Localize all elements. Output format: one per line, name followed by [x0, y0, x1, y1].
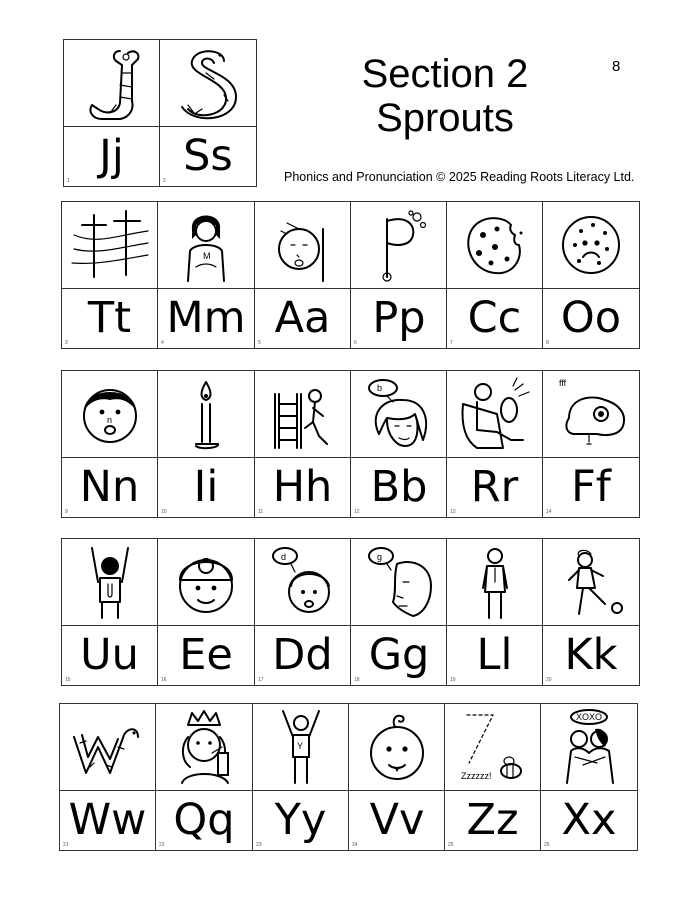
- letter-card-t[interactable]: [62, 202, 158, 348]
- boy-n-face-icon: [62, 371, 157, 458]
- standing-boy-icon: [447, 539, 542, 626]
- jester-icon: [64, 40, 159, 127]
- letter-label: Tt: [87, 293, 132, 343]
- page-title: [330, 52, 560, 140]
- man-g-speech-icon: [351, 539, 447, 626]
- nose-letter: n: [106, 415, 112, 425]
- speech-letter: g: [377, 552, 383, 562]
- card-number: 7: [450, 340, 453, 346]
- card-row-2a: [61, 370, 255, 518]
- letter-card-q[interactable]: [156, 704, 252, 850]
- letter-card-w[interactable]: [60, 704, 156, 850]
- card-number: 9: [65, 509, 68, 515]
- boy-d-speech-icon: [255, 539, 350, 626]
- card-row-1a: [61, 201, 255, 349]
- card-number: 25: [448, 842, 454, 848]
- letter-card-e[interactable]: [158, 539, 254, 685]
- letter-label: Bb: [370, 462, 428, 512]
- letter-card-r[interactable]: [447, 371, 543, 517]
- letter-label: Xx: [561, 795, 617, 845]
- card-row-3a: [61, 538, 255, 686]
- boy-arms-up-icon: [62, 539, 157, 626]
- letter-label: Nn: [79, 462, 140, 512]
- letter-card-n[interactable]: [62, 371, 158, 517]
- letter-card-c[interactable]: [447, 202, 543, 348]
- letter-card-d[interactable]: [255, 539, 351, 685]
- letter-label: Rr: [470, 462, 519, 512]
- letter-card-m[interactable]: [158, 202, 254, 348]
- fish-fff-icon: [543, 371, 639, 458]
- letter-card-l[interactable]: [447, 539, 543, 685]
- letter-card-y[interactable]: [253, 704, 349, 850]
- letter-label: Gg: [368, 630, 430, 680]
- letter-card-k[interactable]: [543, 539, 639, 685]
- hugging-xoxo-icon: [541, 704, 637, 791]
- title-line-1: Section 2: [361, 52, 529, 96]
- card-number: 18: [354, 677, 360, 683]
- woman-driving-icon: [447, 371, 542, 458]
- letter-label: Vv: [369, 795, 425, 845]
- letter-label: Ii: [193, 462, 219, 512]
- card-number: 17: [258, 677, 264, 683]
- card-row-3c: [446, 538, 640, 686]
- cap-face-icon: [158, 539, 254, 626]
- letter-card-h[interactable]: [255, 371, 351, 517]
- card-row-3b: [254, 538, 448, 686]
- letter-label: Zz: [466, 795, 519, 845]
- girl-mmm-icon: [158, 202, 254, 289]
- card-number: 5: [258, 340, 261, 346]
- card-number: 8: [546, 340, 549, 346]
- fish-sound: fff: [559, 378, 567, 388]
- card-number: 13: [450, 509, 456, 515]
- card-number: 19: [450, 677, 456, 683]
- title-line-2: Sprouts: [376, 96, 514, 140]
- letter-label: Mm: [166, 293, 246, 343]
- letter-label: Qq: [173, 795, 235, 845]
- card-number: 10: [161, 509, 167, 515]
- girl-kicking-icon: [543, 539, 639, 626]
- sad-cookie-icon: [543, 202, 639, 289]
- letter-card-s[interactable]: [160, 40, 256, 186]
- card-number: 12: [354, 509, 360, 515]
- card-row-0: [63, 39, 257, 187]
- speech-letter: b: [377, 383, 383, 393]
- card-number: 3: [65, 340, 68, 346]
- letter-label: Ss: [183, 131, 233, 181]
- letter-label: Pp: [372, 293, 426, 343]
- letter-label: Aa: [274, 293, 331, 343]
- card-row-4b: [252, 703, 446, 851]
- card-number: 4: [161, 340, 164, 346]
- card-row-1c: [446, 201, 640, 349]
- shirt-letter: M: [203, 251, 211, 261]
- letter-card-f[interactable]: [543, 371, 639, 517]
- telephone-poles-icon: [62, 202, 157, 289]
- letter-card-x[interactable]: [541, 704, 637, 850]
- letter-card-i[interactable]: [158, 371, 254, 517]
- card-number: 22: [159, 842, 165, 848]
- letter-card-z[interactable]: [445, 704, 541, 850]
- letter-card-b[interactable]: [351, 371, 447, 517]
- ladder-kid-icon: [255, 371, 350, 458]
- worm-icon: [60, 704, 155, 791]
- letter-label: Ll: [476, 630, 513, 680]
- card-row-2c: [446, 370, 640, 518]
- card-number: 1: [67, 178, 70, 184]
- letter-label: Ee: [179, 630, 233, 680]
- card-number: 23: [256, 842, 262, 848]
- cookie-icon: [447, 202, 542, 289]
- letter-card-a[interactable]: [255, 202, 351, 348]
- card-row-2b: [254, 370, 448, 518]
- candle-icon: [158, 371, 254, 458]
- page-number: 8: [612, 58, 621, 75]
- card-row-1b: [254, 201, 448, 349]
- letter-card-j[interactable]: [64, 40, 160, 186]
- bee-sound: Zzzzzz!: [460, 771, 491, 781]
- card-row-4c: [444, 703, 638, 851]
- copyright-footer: Phonics and Pronunciation © 2025 Reading Roots Literacy Ltd.: [284, 170, 635, 184]
- letter-label: Oo: [560, 293, 622, 343]
- card-row-4a: [59, 703, 253, 851]
- baby-v-face-icon: [349, 704, 445, 791]
- card-number: 26: [544, 842, 550, 848]
- card-number: 20: [546, 677, 552, 683]
- letter-card-v[interactable]: [349, 704, 445, 850]
- letter-card-u[interactable]: [62, 539, 158, 685]
- letter-label: Uu: [80, 630, 139, 680]
- card-number: 6: [354, 340, 357, 346]
- shirt-letter: Y: [296, 741, 303, 751]
- letter-label: Kk: [564, 630, 618, 680]
- hug-text: XOXO: [576, 712, 603, 722]
- letter-label: Hh: [272, 462, 333, 512]
- boy-yay-icon: [253, 704, 348, 791]
- letter-label: Ww: [68, 795, 147, 845]
- card-number: 24: [352, 842, 358, 848]
- letter-label: Cc: [467, 293, 522, 343]
- snake-icon: [160, 40, 256, 127]
- card-number: 15: [65, 677, 71, 683]
- letter-card-o[interactable]: [543, 202, 639, 348]
- card-number: 21: [63, 842, 69, 848]
- letter-label: Yy: [274, 795, 327, 845]
- woman-b-speech-icon: [351, 371, 447, 458]
- card-number: 11: [258, 509, 264, 515]
- bee-zzz-icon: [445, 704, 540, 791]
- letter-card-p[interactable]: [351, 202, 447, 348]
- speech-letter: d: [280, 552, 286, 562]
- card-number: 2: [163, 178, 166, 184]
- letter-label: Ff: [571, 462, 611, 512]
- card-number: 14: [546, 509, 552, 515]
- baby-face-icon: [255, 202, 350, 289]
- letter-label: Dd: [272, 630, 333, 680]
- p-bubbles-icon: [351, 202, 447, 289]
- queen-icon: [156, 704, 252, 791]
- letter-label: Jj: [99, 131, 124, 181]
- card-number: 16: [161, 677, 167, 683]
- letter-card-g[interactable]: [351, 539, 447, 685]
